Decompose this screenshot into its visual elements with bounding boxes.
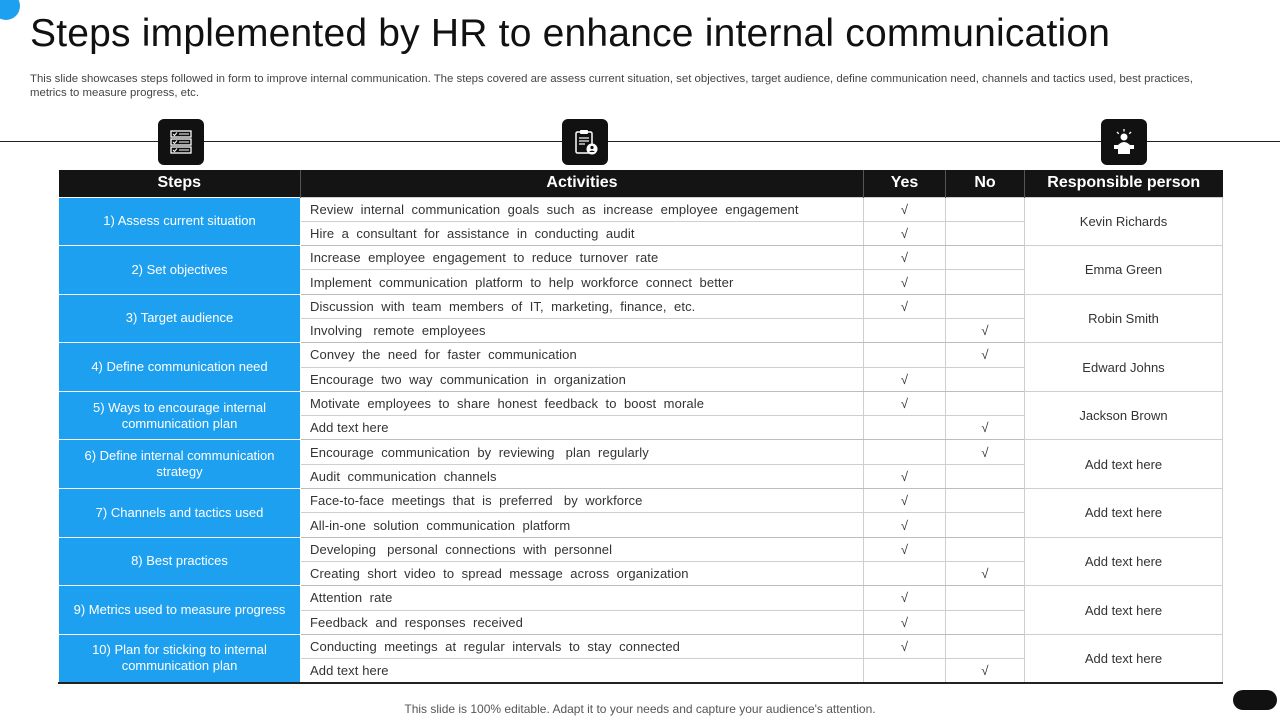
no-check-cell: √: [946, 440, 1025, 464]
table-row: [59, 440, 1223, 464]
page-subtitle: This slide showcases steps followed in form to improve internal communication. The steps covered are assess current situation, set objectives, target audience, define communication need, channels and tactics used, best practices, metrics to measure progress, etc.: [30, 73, 1193, 99]
corner-accent-dot: [0, 0, 20, 20]
table-row: [59, 489, 1223, 513]
no-check-cell: [946, 221, 1025, 245]
step-cell: 3) Target audience: [59, 294, 301, 343]
table-row: [59, 246, 1223, 270]
step-cell: 1) Assess current situation: [59, 197, 301, 246]
activity-cell: All-in-one solution communication platform: [301, 513, 864, 537]
speaker-podium-icon: [1101, 119, 1147, 165]
yes-check-cell: √: [864, 513, 946, 537]
step-cell: 2) Set objectives: [59, 246, 301, 295]
table-row: [59, 391, 1223, 415]
no-check-cell: [946, 246, 1025, 270]
activity-cell: Add text here: [301, 416, 864, 440]
yes-check-cell: √: [864, 367, 946, 391]
activity-cell: Face-to-face meetings that is preferred by workforce: [301, 489, 864, 513]
responsible-person-cell: Add text here: [1025, 586, 1223, 635]
activity-cell: Creating short video to spread message across organization: [301, 561, 864, 585]
activity-cell: Involving remote employees: [301, 318, 864, 342]
no-check-cell: √: [946, 343, 1025, 367]
header-activities: Activities: [301, 170, 864, 197]
slide-pill-decoration: [1233, 690, 1277, 710]
yes-check-cell: √: [864, 634, 946, 658]
no-check-cell: [946, 610, 1025, 634]
clipboard-user-icon: [562, 119, 608, 165]
page-title: Steps implemented by HR to enhance internal communication: [30, 12, 1111, 55]
no-check-cell: [946, 634, 1025, 658]
header-yes: Yes: [864, 170, 946, 197]
table-row: [59, 537, 1223, 561]
activity-cell: Hire a consultant for assistance in conducting audit: [301, 221, 864, 245]
yes-check-cell: √: [864, 537, 946, 561]
step-cell: 9) Metrics used to measure progress: [59, 586, 301, 635]
yes-check-cell: √: [864, 610, 946, 634]
checklist-icon: [158, 119, 204, 165]
responsible-person-cell: Kevin Richards: [1025, 197, 1223, 246]
responsible-person-cell: Add text here: [1025, 489, 1223, 538]
yes-check-cell: √: [864, 586, 946, 610]
activity-cell: Encourage two way communication in organization: [301, 367, 864, 391]
no-check-cell: [946, 489, 1025, 513]
yes-check-cell: [864, 561, 946, 585]
no-check-cell: √: [946, 318, 1025, 342]
activity-cell: Motivate employees to share honest feedback to boost morale: [301, 391, 864, 415]
responsible-person-cell: Jackson Brown: [1025, 391, 1223, 440]
activity-cell: Review internal communication goals such as increase employee engagement: [301, 197, 864, 221]
table-header-row: [59, 170, 1223, 197]
yes-check-cell: √: [864, 489, 946, 513]
hr-steps-table: [58, 170, 1223, 684]
activity-cell: Conducting meetings at regular intervals to stay connected: [301, 634, 864, 658]
yes-check-cell: √: [864, 391, 946, 415]
activity-cell: Encourage communication by reviewing plan regularly: [301, 440, 864, 464]
responsible-person-cell: Emma Green: [1025, 246, 1223, 295]
step-cell: 8) Best practices: [59, 537, 301, 586]
activity-cell: Implement communication platform to help workforce connect better: [301, 270, 864, 294]
table-row: [59, 294, 1223, 318]
step-cell: 4) Define communication need: [59, 343, 301, 392]
yes-check-cell: [864, 343, 946, 367]
yes-check-cell: [864, 416, 946, 440]
no-check-cell: [946, 586, 1025, 610]
responsible-person-cell: Add text here: [1025, 440, 1223, 489]
no-check-cell: √: [946, 659, 1025, 683]
activity-cell: Discussion with team members of IT, marketing, finance, etc.: [301, 294, 864, 318]
responsible-person-cell: Robin Smith: [1025, 294, 1223, 343]
header-responsible-person: Responsible person: [1025, 170, 1223, 197]
footer-note: This slide is 100% editable. Adapt it to your needs and capture your audience's attention.: [404, 702, 876, 716]
header-no: No: [946, 170, 1025, 197]
activity-cell: Add text here: [301, 659, 864, 683]
responsible-person-cell: Edward Johns: [1025, 343, 1223, 392]
step-cell: 10) Plan for sticking to internal communication plan: [59, 634, 301, 683]
no-check-cell: [946, 537, 1025, 561]
step-cell: 7) Channels and tactics used: [59, 489, 301, 538]
no-check-cell: [946, 391, 1025, 415]
no-check-cell: [946, 464, 1025, 488]
no-check-cell: [946, 270, 1025, 294]
step-cell: 5) Ways to encourage internal communication plan: [59, 391, 301, 440]
no-check-cell: [946, 513, 1025, 537]
table-row: [59, 343, 1223, 367]
table-row: [59, 634, 1223, 658]
yes-check-cell: [864, 318, 946, 342]
activity-cell: Developing personal connections with personnel: [301, 537, 864, 561]
activity-cell: Increase employee engagement to reduce turnover rate: [301, 246, 864, 270]
activity-cell: Audit communication channels: [301, 464, 864, 488]
step-cell: 6) Define internal communication strategy: [59, 440, 301, 489]
yes-check-cell: √: [864, 270, 946, 294]
yes-check-cell: √: [864, 197, 946, 221]
yes-check-cell: [864, 440, 946, 464]
no-check-cell: √: [946, 416, 1025, 440]
yes-check-cell: √: [864, 464, 946, 488]
yes-check-cell: [864, 659, 946, 683]
no-check-cell: [946, 294, 1025, 318]
yes-check-cell: √: [864, 294, 946, 318]
activity-cell: Feedback and responses received: [301, 610, 864, 634]
no-check-cell: √: [946, 561, 1025, 585]
yes-check-cell: √: [864, 221, 946, 245]
activity-cell: Convey the need for faster communication: [301, 343, 864, 367]
activity-cell: Attention rate: [301, 586, 864, 610]
table-row: [59, 586, 1223, 610]
responsible-person-cell: Add text here: [1025, 634, 1223, 683]
responsible-person-cell: Add text here: [1025, 537, 1223, 586]
table-row: [59, 197, 1223, 221]
yes-check-cell: √: [864, 246, 946, 270]
header-steps: Steps: [59, 170, 301, 197]
no-check-cell: [946, 367, 1025, 391]
no-check-cell: [946, 197, 1025, 221]
